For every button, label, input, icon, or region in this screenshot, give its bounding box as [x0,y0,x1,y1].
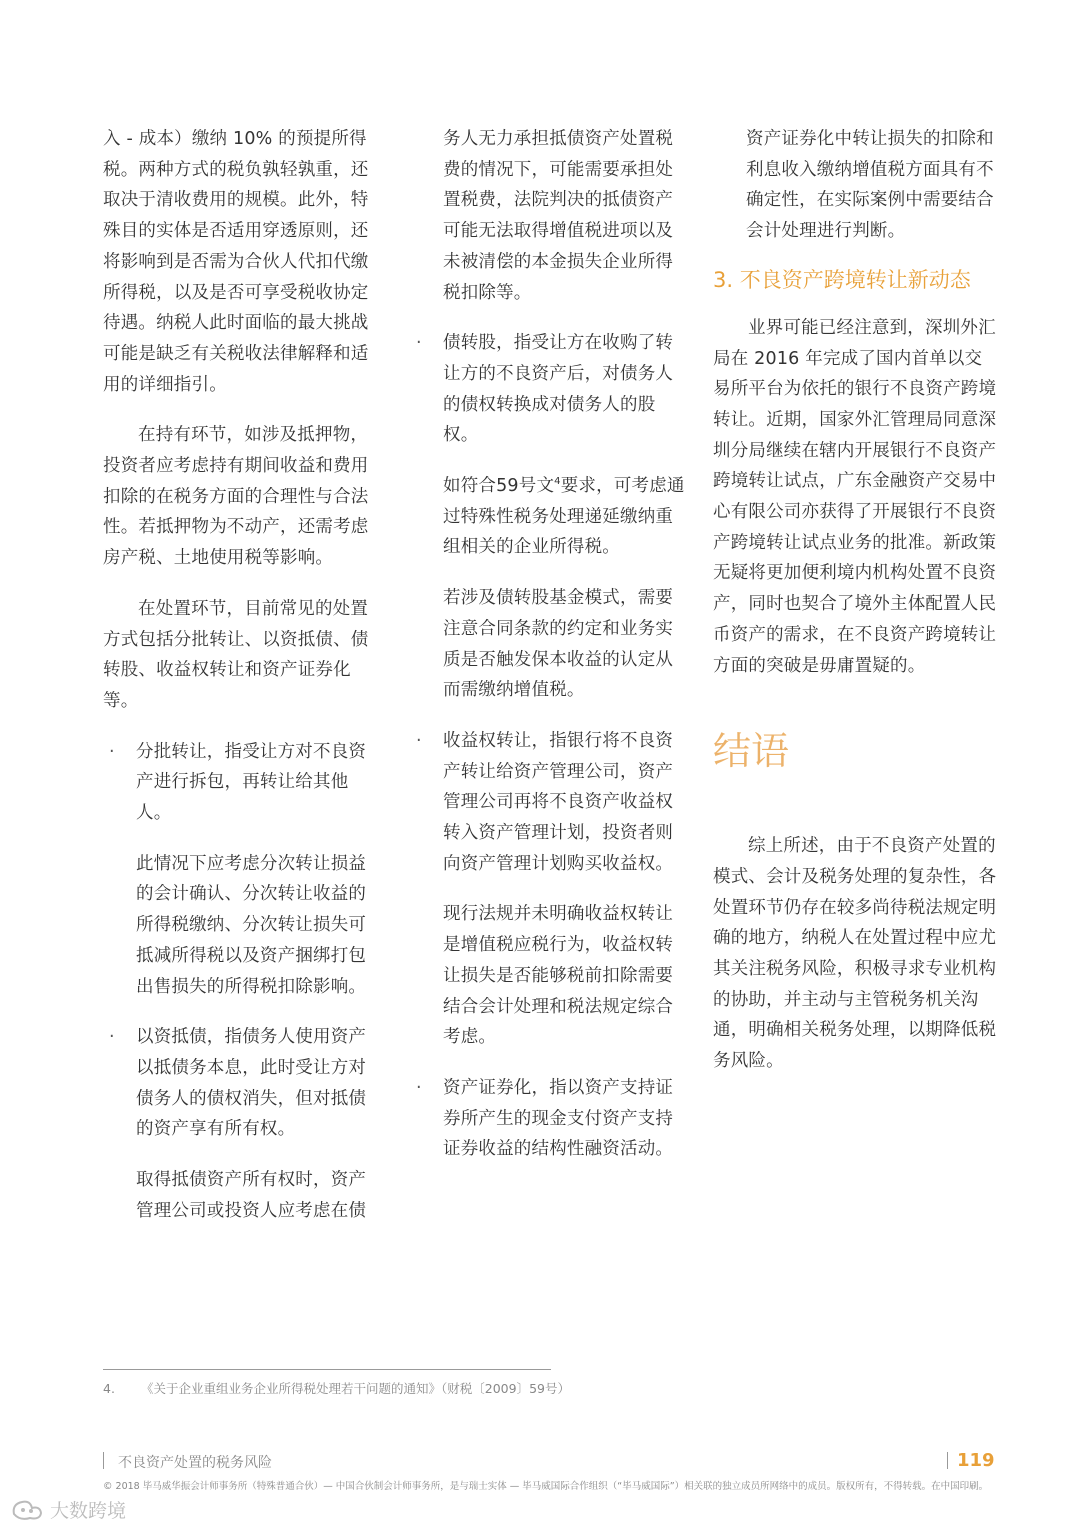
footer-divider [947,1452,948,1469]
bullet-sub-text: 若涉及债转股基金模式，需要注意合同条款的约定和业务实质是否触发保本收益的认定从而需缴纳增值税。 [443,588,674,701]
paragraph: 资产证券化中转让损失的扣除和利息收入缴纳增值税方面具有不确定性，在实际案例中需要结合会计处理进行判断。 [746,129,994,242]
page-number: 119 [957,1450,995,1471]
watermark [10,1496,126,1527]
copyright-text: © 2018 毕马威华振会计师事务所（特殊普通合伙）— 中国合伙制会计师事务所，是与瑞士实体 — 毕马威国际合作组织（“毕马威国际”）相关联的独立成员所网络中的成员。版权所有，不得转载。在中国印刷。 [103,1481,989,1492]
column-middle [410,124,690,1165]
bullet-sub-text: 如符合59号文$^4$要求，可考虑通过特殊性税务处理递延缴纳重组相关的企业所得税。 [443,476,685,558]
footnote-number: 4. [103,1381,115,1396]
watermark-text: 大数跨境 [50,1500,127,1522]
column-right [713,124,998,1077]
paragraph-holding: 在持有环节，如涉及抵押物，投资者应考虑持有期间收益和费用扣除的在税务方面的合理性与合法性。若抵押物为不动产，还需考虑房产税、土地使用税等影响。 [103,425,369,569]
paragraph-conclusion: 综上所述，由于不良资产处置的模式、会计及税务处理的复杂性，各处置环节仍存在较多尚待税法规定明确的地方，纳税人在处置过程中应尤其关注税务风险，积极寻求专业机构的协助，并主动与主管税务机关沟通，明确相关税务处理，以期降低税务风险。 [713,836,997,1072]
paragraph-cross-border: 业界可能已经注意到，深圳外汇局在 2016 年完成了国内首单以交易所平台为依托的银行不良资产跨境转让。近期，国家外汇管理局同意深圳分局继续在辖内开展银行不良资产跨境转让试点，广东金融资产交易中心有限公司亦获得了开展银行不良资产跨境转让试点业务的批准。新政策无疑将更加便利境内机构处置不良资产，同时也契合了境外主体配置人民币资产的需求，在不良资产跨境转让方面的突破是毋庸置疑的。 [713,317,997,676]
bullet-debt-for-asset: · 以资抵债，指债务人使用资产以抵债务本息，此时受让方对债务人的债权消失，但对抵债的资产享有所有权。 [103,1022,383,1145]
bullet-sub-text: 此情况下应考虑分次转让损益的会计确认、分次转让收益的所得税缴纳、分次转让损失可抵减所得税以及资产捆绑打包出售损失的所得税扣除影响。 [136,853,367,997]
footnote-marker[interactable]: 4 [554,476,561,488]
footer-divider [103,1452,104,1469]
footnote-divider [103,1369,551,1370]
bullet-batch-transfer: · 分批转让，指受让方对不良资产进行拆包，再转让给其他人。 [103,737,383,829]
paragraph-disposal: 在处置环节，目前常见的处置方式包括分批转让、以资抵债、债转股、收益权转让和资产证券化等。 [103,598,369,711]
column-left [103,124,383,1227]
bullet-sub-text: 取得抵债资产所有权时，资产管理公司或投资人应考虑在债 [136,1170,367,1221]
footnote-text: 《关于企业重组业务企业所得税处理若干问题的通知》（财税〔2009〕59号） [141,1381,570,1396]
bullet-securitization: · 资产证券化，指以资产支持证券所产生的现金支付资产支持证券收益的结构性融资活动。 [410,1073,690,1165]
bullet-debt-to-equity: · 债转股，指受让方在收购了转让方的不良资产后，对债务人的债权转换成对债务人的股权。 [410,328,690,451]
watermark-logo-icon [10,1496,44,1527]
conclusion-title: 结语 [713,729,790,774]
bullet-sub-text: 现行法规并未明确收益权转让是增值税应税行为，收益权转让损失是否能够税前扣除需要结合会计处理和税法规定综合考虑。 [443,904,674,1048]
section-heading: 3. 不良资产跨境转让新动态 [713,267,971,292]
footer-title: 不良资产处置的税务风险 [118,1455,272,1471]
bullet-income-right-transfer: · 收益权转让，指银行将不良资产转让给资产管理公司，资产管理公司再将不良资产收益权转入资产管理计划，投资者则向资产管理计划购买收益权。 [410,726,690,880]
footnote [103,1379,570,1397]
paragraph: 务人无力承担抵债资产处置税费的情况下，可能需要承担处置税费，法院判决的抵债资产可能无法取得增值税进项以及未被清偿的本金损失企业所得税扣除等。 [443,129,674,303]
paragraph: 入 - 成本）缴纳 10% 的预提所得税。两种方式的税负孰轻孰重，还取决于清收费用的规模。此外，特殊目的实体是否适用穿透原则，还将影响到是否需为合伙人代扣代缴所得税，以及是否可享受税收协定待遇。纳税人此时面临的最大挑战可能是缺乏有关税收法律解释和适用的详细指引。 [103,129,369,395]
